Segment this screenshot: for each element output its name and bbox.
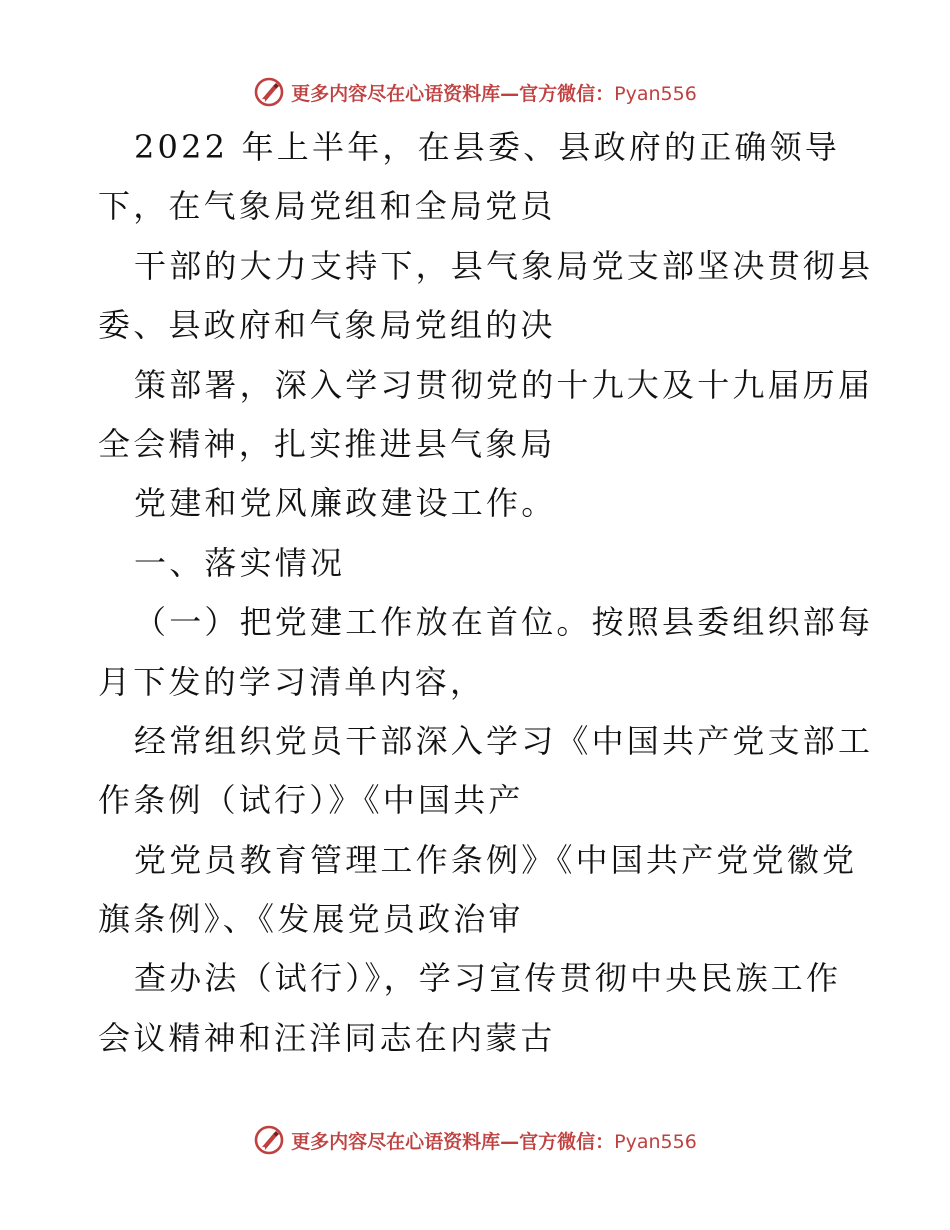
paragraph-line: 干部的大力支持下，县气象局党支部坚决贯彻县 xyxy=(134,246,874,285)
paragraph-line: 会议精神和汪洋同志在内蒙古 xyxy=(98,1018,556,1057)
paragraph-line: 旗条例》、《发展党员政治审 xyxy=(98,900,524,939)
paragraph-line: 月下发的学习清单内容， xyxy=(98,662,486,701)
watermark-text-cn: 更多内容尽在心语资料库—官方微信： xyxy=(291,1130,615,1153)
paragraph-line: 作条例（试行）》《中国共产 xyxy=(98,781,524,820)
watermark-text xyxy=(291,1127,697,1154)
paragraph-line: 全会精神，扎实推进县气象局 xyxy=(98,424,556,463)
paragraph-line: 2022 年上半年，在县委、县政府的正确领导 xyxy=(134,128,841,166)
paragraph-line: （一）把党建工作放在首位。按照县委组织部每 xyxy=(134,603,874,642)
paragraph-line: 策部署，深入学习贯彻党的十九大及十九届历届 xyxy=(134,365,874,404)
watermark-wechat-id: Pyan556 xyxy=(614,1130,697,1153)
paragraph-line: 党党员教育管理工作条例》《中国共产党党徽党 xyxy=(134,840,858,879)
paragraph-line: 下，在气象局党组和全局党员 xyxy=(98,187,556,226)
pen-circle-logo-icon xyxy=(253,1124,285,1156)
watermark-text-cn: 更多内容尽在心语资料库—官方微信： xyxy=(291,82,615,105)
footer-watermark xyxy=(0,1120,950,1160)
section-heading: 一、落实情况 xyxy=(134,543,346,582)
document-body xyxy=(98,118,874,1068)
pen-circle-logo-icon xyxy=(253,76,285,108)
paragraph-line: 经常组织党员干部深入学习《中国共产党支部工 xyxy=(134,721,874,760)
watermark-wechat-id: Pyan556 xyxy=(614,82,697,105)
watermark-text xyxy=(291,79,697,106)
paragraph-line: 查办法（试行）》，学习宣传贯彻中央民族工作 xyxy=(134,959,842,998)
header-watermark xyxy=(0,72,950,112)
paragraph-line: 委、县政府和气象局党组的决 xyxy=(98,306,556,345)
paragraph-line: 党建和党风廉政建设工作。 xyxy=(134,484,557,523)
